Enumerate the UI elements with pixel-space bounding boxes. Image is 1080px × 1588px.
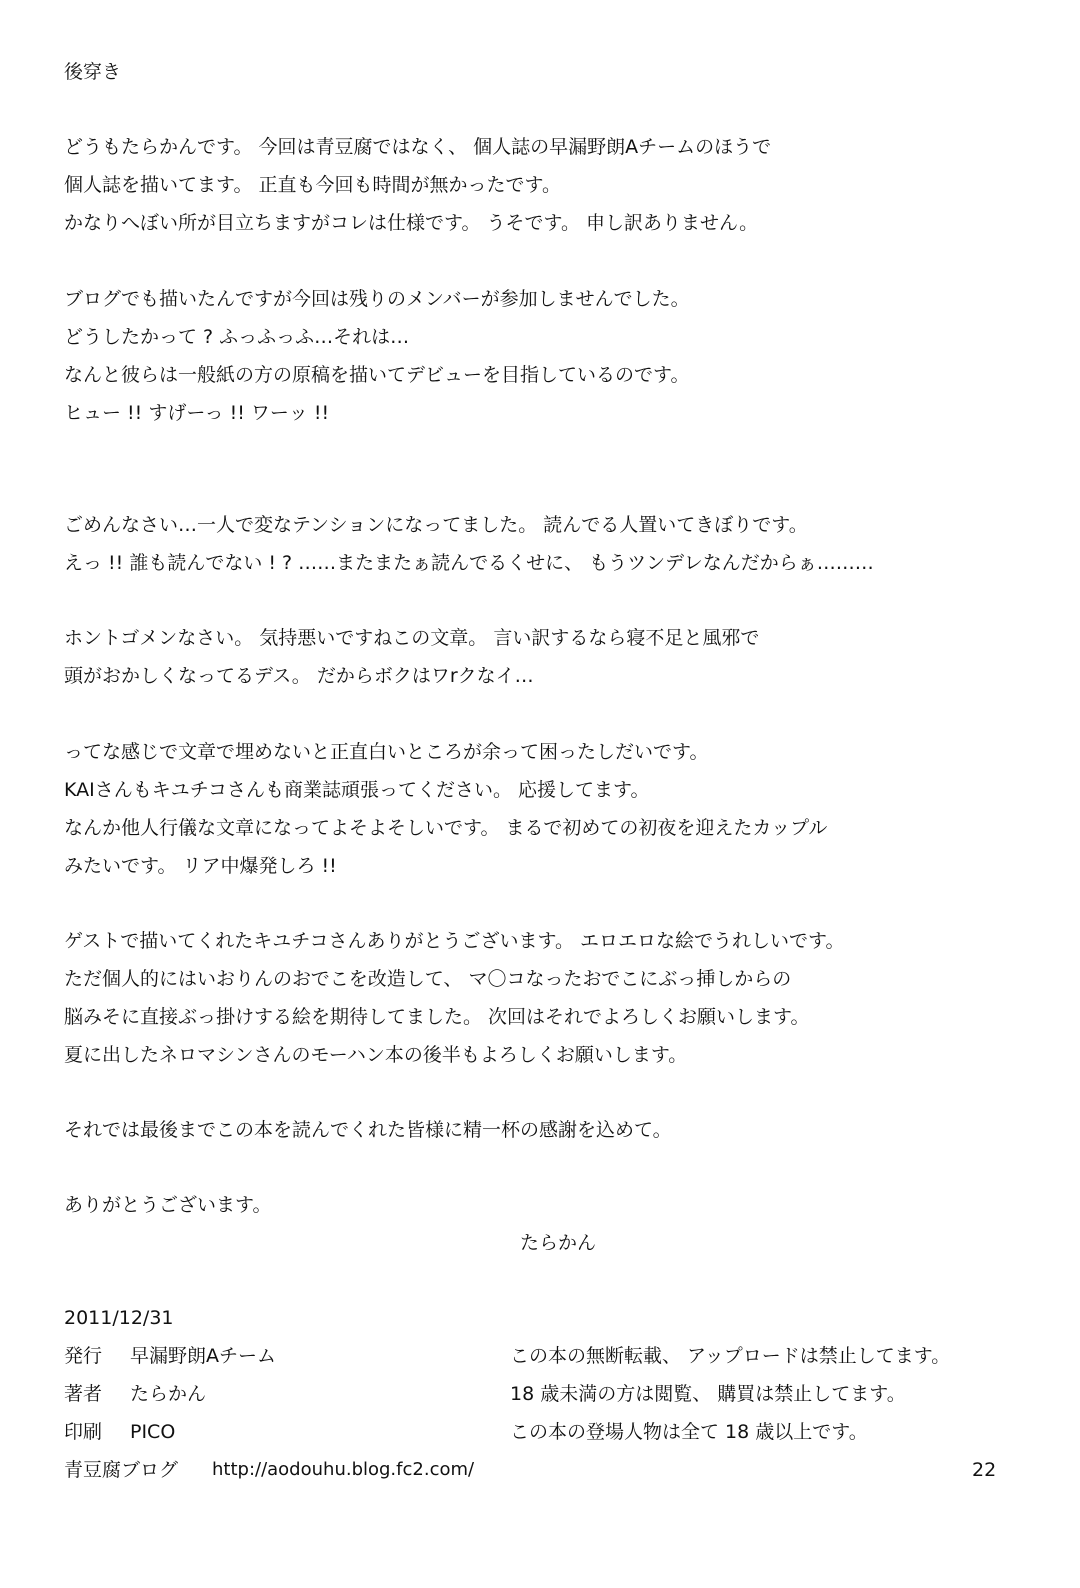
body-line: ゲストで描いてくれたキユチコさんありがとうございます。 エロエロな絵でうれしいです。 (64, 930, 845, 952)
body-line: 脳みそに直接ぶっ掛けする絵を期待してました。 次回はそれでよろしくお願いします。 (64, 1006, 810, 1028)
body-line: みたいです。 リア中爆発しろ !! (64, 855, 337, 877)
page-number: 22 (972, 1459, 997, 1481)
publisher-name: 早漏野朗Aチーム (130, 1345, 276, 1367)
body-line: ブログでも描いたんですが今回は残りのメンバーが参加しませんでした。 (64, 288, 690, 310)
body-line: それでは最後までこの本を読んでくれた皆様に精一杯の感謝を込めて。 (64, 1119, 672, 1141)
body-line: ありがとうございます。 (64, 1194, 272, 1216)
afterword-heading: 後穿き (64, 61, 122, 83)
publication-date: 2011/12/31 (64, 1307, 174, 1329)
body-line: ホントゴメンなさい。 気持悪いですねこの文章。 言い訳するなら寝不足と風邪で (64, 627, 760, 649)
body-line: 夏に出したネロマシンさんのモーハン本の後半もよろしくお願いします。 (64, 1044, 688, 1066)
body-line: どうもたらかんです。 今回は青豆腐ではなく、 個人誌の早漏野朗Aチームのほうで (64, 136, 772, 158)
body-line: 頭がおかしくなってるデス。 だからボクはワrクなイ… (64, 665, 534, 687)
body-line: ごめんなさい…一人で変なテンションになってました。 読んでる人置いてきぼりです。 (64, 514, 808, 536)
body-line: ただ個人的にはいおりんのおでこを改造して、 マ〇コなったおでこにぶっ挿しからの (64, 968, 792, 990)
author-label: 著者 (64, 1383, 103, 1405)
author-name: たらかん (130, 1383, 207, 1405)
body-line: KAIさんもキユチコさんも商業誌頑張ってください。 応援してます。 (64, 779, 650, 801)
body-line: 個人誌を描いてます。 正直も今回も時間が無かったです。 (64, 174, 562, 196)
publisher-label: 発行 (64, 1345, 103, 1367)
printer-label: 印刷 (64, 1421, 103, 1443)
body-line: なんと彼らは一般紙の方の原稿を描いてデビューを目指しているのです。 (64, 364, 690, 386)
body-line: えっ !! 誰も読んでない ! ? ……またまたぁ読んでるくせに、 もうツンデレなんだからぁ……… (64, 552, 874, 574)
body-line: なんか他人行儀な文章になってよそよそしいです。 まるで初めての初夜を迎えたカップル (64, 817, 828, 839)
body-line: ってな感じで文章で埋めないと正直白いところが余って困ったしだいです。 (64, 741, 709, 763)
notice-line: 18 歳未満の方は閲覧、 購買は禁止してます。 (510, 1383, 906, 1405)
signature: たらかん (520, 1232, 597, 1254)
blog-label: 青豆腐ブログ (64, 1459, 179, 1481)
notice-line: この本の登場人物は全て 18 歳以上です。 (510, 1421, 868, 1443)
body-line: どうしたかって ? ふっふっふ…それは… (64, 326, 410, 348)
blog-url: http://aodouhu.blog.fc2.com/ (212, 1459, 475, 1480)
notice-line: この本の無断転載、 アップロードは禁止してます。 (510, 1345, 951, 1367)
printer-name: PICO (130, 1421, 176, 1443)
body-line: かなりへぼい所が目立ちますがコレは仕様です。 うそです。 申し訳ありません。 (64, 212, 759, 234)
body-line: ヒュー !! すげーっ !! ワーッ !! (64, 402, 330, 424)
